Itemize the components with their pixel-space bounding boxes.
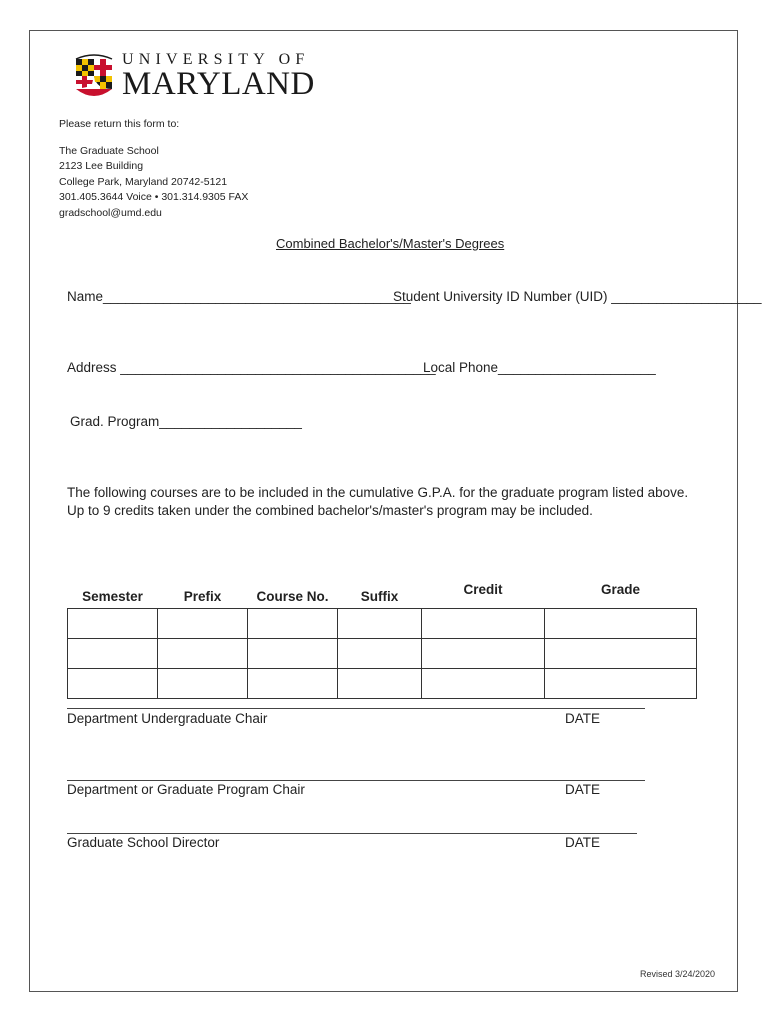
grad-program-field[interactable]: Grad. Program___________________	[70, 414, 302, 429]
cell-credit[interactable]	[422, 609, 545, 639]
header-credit: Credit	[463, 582, 503, 597]
undergrad-chair-date-label: DATE	[565, 711, 601, 726]
address-line-1: The Graduate School	[59, 145, 159, 157]
header-semester: Semester	[82, 589, 143, 604]
program-chair-date-label: DATE	[565, 782, 601, 797]
logo-university-of: UNIVERSITY OF	[122, 51, 310, 68]
return-label: Please return this form to:	[59, 118, 180, 130]
table-row	[68, 669, 697, 699]
cell-semester[interactable]	[68, 669, 158, 699]
signature-line-program-chair[interactable]	[67, 780, 645, 781]
revised-date: Revised 3/24/2020	[640, 969, 716, 979]
address-line-4: 301.405.3644 Voice • 301.314.9305 FAX	[59, 191, 249, 203]
cell-prefix[interactable]	[158, 609, 248, 639]
logo-maryland: MARYLAND	[122, 66, 315, 102]
grad-director-label: Graduate School Director	[67, 835, 220, 850]
cell-semester[interactable]	[68, 639, 158, 669]
cell-grade[interactable]	[545, 669, 697, 699]
cell-prefix[interactable]	[158, 669, 248, 699]
address-email: gradschool@umd.edu	[59, 207, 162, 219]
cell-suffix[interactable]	[338, 669, 422, 699]
courses-table-header	[68, 582, 697, 609]
header-prefix: Prefix	[183, 589, 222, 604]
university-logo	[72, 49, 332, 105]
signature-line-undergrad-chair[interactable]	[67, 708, 645, 709]
undergrad-chair-label: Department Undergraduate Chair	[67, 711, 268, 726]
form-title: Combined Bachelor's/Master's Degrees	[276, 236, 505, 251]
address-field[interactable]: Address __________________________________________	[67, 360, 436, 375]
program-chair-label: Department or Graduate Program Chair	[67, 782, 305, 797]
cell-course-no[interactable]	[248, 639, 338, 669]
cell-semester[interactable]	[68, 609, 158, 639]
grad-director-date-label: DATE	[565, 835, 601, 850]
courses-table	[67, 582, 697, 699]
cell-grade[interactable]	[545, 639, 697, 669]
address-line-2: 2123 Lee Building	[59, 160, 144, 172]
cell-credit[interactable]	[422, 669, 545, 699]
header-course-no: Course No.	[256, 589, 329, 604]
signature-line-grad-director[interactable]	[67, 833, 637, 834]
cell-credit[interactable]	[422, 639, 545, 669]
cell-course-no[interactable]	[248, 609, 338, 639]
name-field[interactable]: Name_________________________________________	[67, 289, 411, 304]
header-suffix: Suffix	[360, 589, 399, 604]
cell-course-no[interactable]	[248, 669, 338, 699]
form-page	[29, 30, 762, 992]
cell-suffix[interactable]	[338, 609, 422, 639]
cell-grade[interactable]	[545, 609, 697, 639]
table-row	[68, 609, 697, 639]
address-line-3: College Park, Maryland 20742-5121	[59, 176, 228, 188]
maryland-shield-icon	[72, 53, 116, 99]
uid-field[interactable]: Student University ID Number (UID) ____________________	[393, 289, 762, 304]
cell-suffix[interactable]	[338, 639, 422, 669]
local-phone-field[interactable]: Local Phone_____________________	[423, 360, 656, 375]
table-row	[68, 639, 697, 669]
header-grade: Grade	[600, 582, 641, 597]
instructions-text: The following courses are to be included in the cumulative G.P.A. for the graduate program listed above. Up to 9 credits taken under the combined bachelor's/master's program may be included.	[67, 485, 689, 518]
cell-prefix[interactable]	[158, 639, 248, 669]
